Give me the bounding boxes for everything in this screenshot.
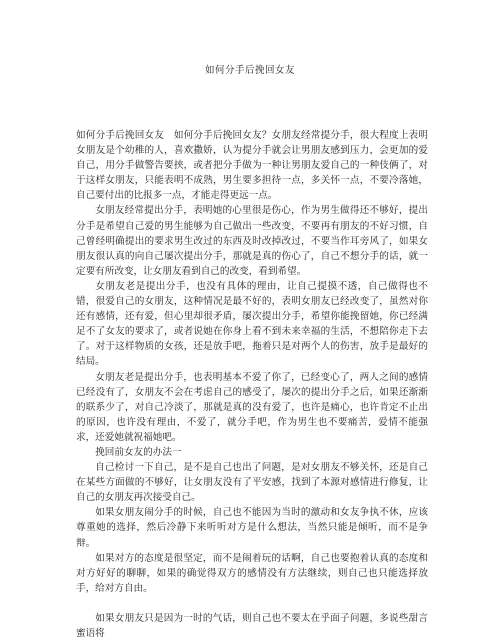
paragraph: 女朋友经常提出分手，表明她的心里很是伤心，作为男生做得还不够好，提出分手是希望自己爱的男生能够为自己做出一些改变，不要再有朋友的不好习惯，自己曾经明确提出的要求男生改过的东西及时改掉改过，不要当作耳旁风了，如果女朋友很认真的向自己屡次提出分手，那就是真的伤心了，自己不想分手的话，就一定要有所改变，让女朋友看到自己的改变，看到希望。 xyxy=(76,205,428,277)
paragraph-intro: 如何分手后挽回女友 如何分手后挽回女友？女朋友经常提分手，很大程度上表明女朋友是个幼稚的人，喜欢撒娇，认为提分手就会让男朋友感到压力，会更加的爱自己，用分手做警告要挟，或者把分手做为一种让男朋友爱自己的一种伎俩了，对于这样女朋友，只能表明不成熟，男生要多担待一点，多关怀一点，不要冷落她，自己要付出的比报多一点，才能走得更远一点。 xyxy=(76,130,428,202)
section-heading: 挽回前女友的办法一 xyxy=(95,446,182,458)
paragraph: 如果女朋友闹分手的时候，自己也不能因为当时的激动和女友争执不休，应该尊重她的选择，然后冷静下来听听对方是什么想法，当然只能是倾听，而不是争辩。 xyxy=(76,507,428,549)
paragraph: 女朋友老是提出分手，也表明基本不爱了你了，已经变心了，两人之间的感情已经没有了，女朋友不会在考虑自己的感受了，屡次的提出分手之后，如果还渐渐的联系少了，对自己冷淡了，那就是真的没有爱了，也许是痛心，也许肯定不止出的原因，也许没有理由，不爱了，就分手吧，作为男生也不要痛苦，爱情不能强求，还爱她就祝福她吧。 xyxy=(76,371,428,443)
paragraph: 女朋友老是提出分手，也没有具体的理由，让自己提摸不透，自己做得也不错，很爱自己的女朋友，这种情况是最不好的，表明女朋友已经改变了，虽然对你还有感情，还有爱，但心里却很矛盾，屡次提出分手，希望你能挽留她，你已经满足不了女友的要求了，或者说她在你身上看不到未来幸福的生活，不想陪你走下去了。对于这样物质的女孩，还是放手吧，拖着只是对两个人的伤害，放手是最好的结局。 xyxy=(76,280,428,368)
page-title: 如何分手后挽回女友 xyxy=(204,65,295,76)
paragraph: 自己检讨一下自己，是不是自己也出了问题，是对女朋友不够关怀，还是自己在某些方面做的不够好，让女朋友没有了平安感，找到了本源对感情进行修复，让自己的女朋友再次接受自己。 xyxy=(76,462,428,504)
paragraph: 如果女朋友只是因为一时的气话，则自己也不要太在乎面子问题，多说些甜言蜜语将 xyxy=(76,612,428,639)
paragraph: 如果对方的态度是很坚定，而不是闹着玩的话啊，自己也要抱着认真的态度和对方好好的聊聊，如果的确觉得双方的感情没有方法继续，则自己也只能选择放手，给对方自由。 xyxy=(76,552,428,594)
article-body xyxy=(76,128,428,641)
